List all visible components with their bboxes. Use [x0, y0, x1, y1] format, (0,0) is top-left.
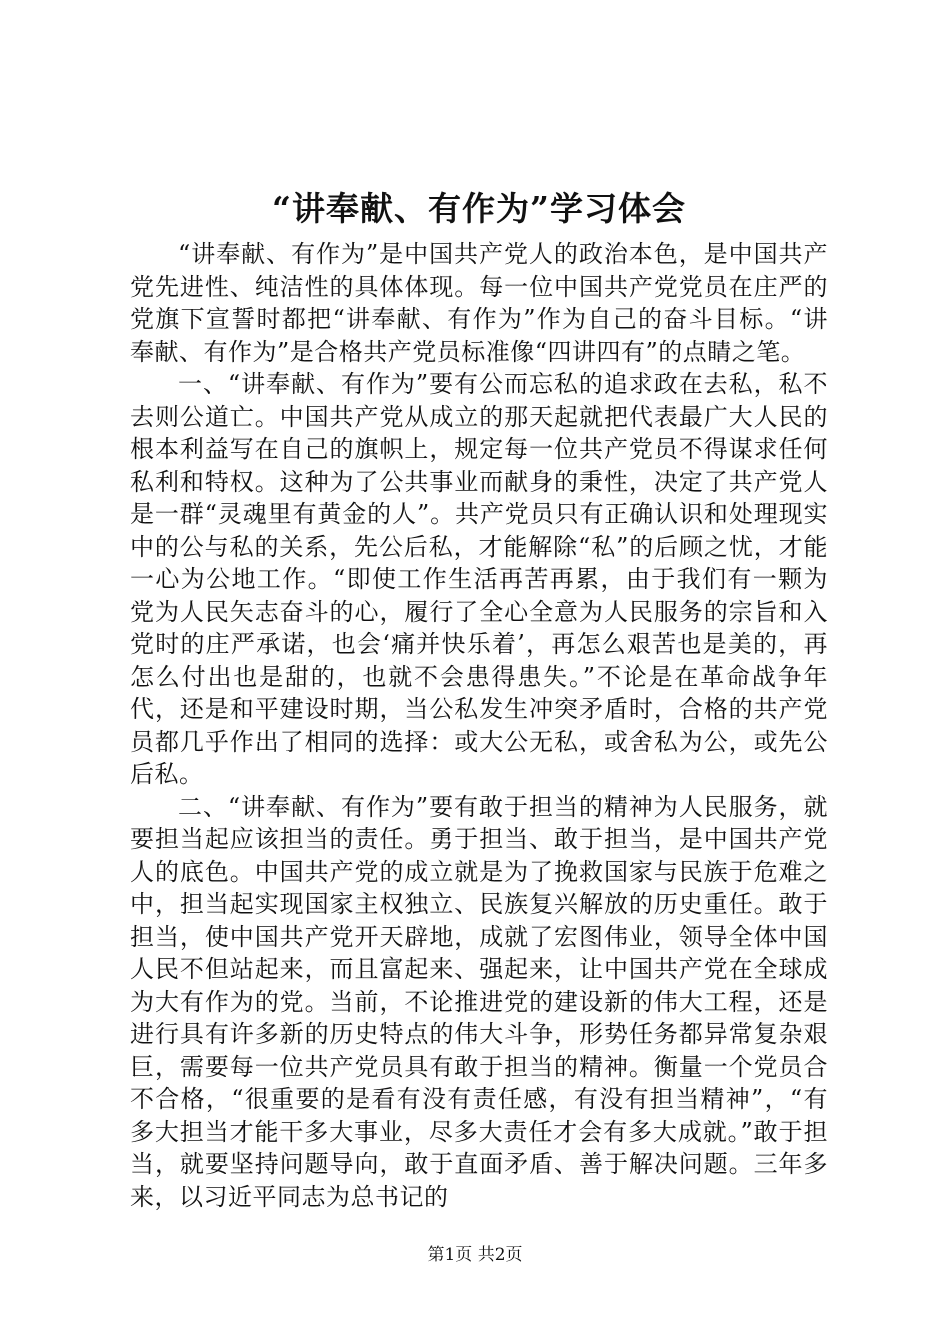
paragraph-intro: “讲奉献、有作为”是中国共产党人的政治本色，是中国共产党先进性、纯洁性的具体体现。每一位中国共产党党员在庄严的党旗下宣誓时都把“讲奉献、有作为”作为自己的奋斗目标。“讲奉献、有作为”是合格共产党员标准像“四讲四有”的点睛之笔。	[130, 240, 828, 366]
document-page	[130, 180, 828, 1213]
page-footer: 第1页 共2页	[427, 1245, 523, 1265]
document-body	[130, 238, 828, 1213]
document-title: “讲奉献、有作为”学习体会	[272, 189, 686, 228]
paragraph-section-one: 一、“讲奉献、有作为”要有公而忘私的追求政在去私，私不去则公道亡。中国共产党从成立的那天起就把代表最广大人民的根本利益写在自己的旗帜上，规定每一位共产党员不得谋求任何私利和特权。这种为了公共事业而献身的秉性，决定了共产党人是一群“灵魂里有黄金的人”。共产党员只有正确认识和处理现实中的公与私的关系，先公后私，才能解除“私”的后顾之忧，才能一心为公地工作。“即使工作生活再苦再累，由于我们有一颗为党为人民矢志奋斗的心，履行了全心全意为人民服务的宗旨和入党时的庄严承诺，也会‘痛并快乐着’，再怎么艰苦也是美的，再怎么付出也是甜的，也就不会患得患失。”不论是在革命战争年代，还是和平建设时期，当公私发生冲突矛盾时，合格的共产党员都几乎作出了相同的选择：或大公无私，或舍私为公，或先公后私。	[130, 370, 828, 788]
paragraph-section-two: 二、“讲奉献、有作为”要有敢于担当的精神为人民服务，就要担当起应该担当的责任。勇于担当、敢于担当，是中国共产党人的底色。中国共产党的成立就是为了挽救国家与民族于危难之中，担当起实现国家主权独立、民族复兴解放的历史重任。敢于担当，使中国共产党开天辟地，成就了宏图伟业，领导全体中国人民不但站起来，而且富起来、强起来，让中国共产党在全球成为大有作为的党。当前，不论推进党的建设新的伟大工程，还是进行具有许多新的历史特点的伟大斗争，形势任务都异常复杂艰巨，需要每一位共产党员具有敢于担当的精神。衡量一个党员合不合格，“很重要的是看有没有责任感，有没有担当精神”，“有多大担当才能干多大事业，尽多大责任才会有多大成就。”敢于担当，就要坚持问题导向，敢于直面矛盾、善于解决问题。三年多来，以习近平同志为总书记的	[130, 792, 828, 1211]
